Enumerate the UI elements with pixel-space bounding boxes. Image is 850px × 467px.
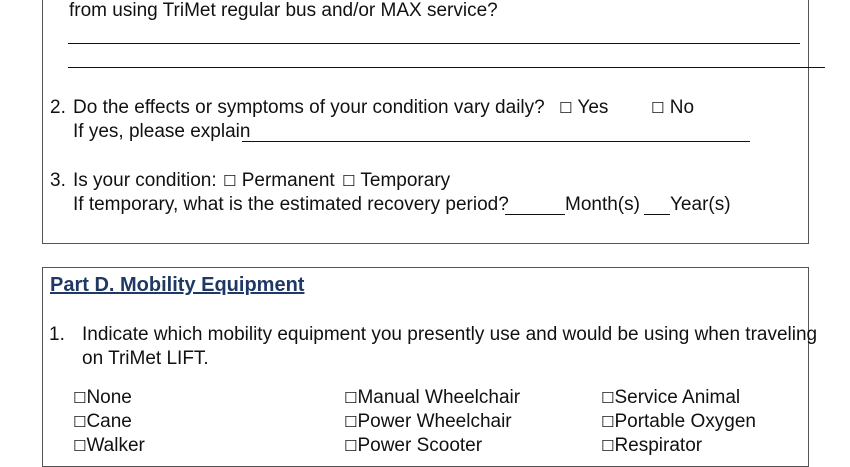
permanent-option[interactable] (223, 170, 335, 192)
none-checkbox-icon[interactable]: ☐ (73, 389, 87, 407)
temporary-label: Temporary (360, 170, 451, 191)
power-scooter-checkbox-icon[interactable]: ☐ (344, 437, 358, 455)
cane-label: Cane (86, 411, 132, 432)
years-answer-line[interactable] (644, 214, 670, 215)
part-d-question-1-line-2: on TriMet LIFT. (82, 348, 209, 369)
permanent-label: Permanent (241, 170, 335, 191)
question-1-continuation: from using TriMet regular bus and/or MAX service? (69, 0, 498, 21)
months-label: Month(s) (565, 194, 640, 215)
question-2-number: 2. (50, 97, 66, 118)
walker-label: Walker (86, 435, 145, 456)
explain-label: If yes, please explain (73, 121, 251, 142)
option-walker[interactable] (73, 435, 145, 457)
power-scooter-label: Power Scooter (357, 435, 483, 456)
question-3-text: Is your condition: (73, 170, 217, 191)
option-cane[interactable] (73, 411, 132, 433)
answer-line-2[interactable] (68, 67, 825, 68)
no-option[interactable] (651, 97, 694, 119)
power-wheelchair-checkbox-icon[interactable]: ☐ (344, 413, 358, 431)
question-3-number: 3. (50, 170, 66, 191)
service-animal-checkbox-icon[interactable]: ☐ (601, 389, 615, 407)
respirator-checkbox-icon[interactable]: ☐ (601, 437, 615, 455)
recovery-period-label: If temporary, what is the estimated recovery period? (73, 194, 509, 215)
option-power-wheelchair[interactable] (344, 411, 512, 433)
permanent-checkbox-icon[interactable]: ☐ (223, 172, 237, 190)
no-label: No (669, 97, 695, 118)
portable-oxygen-label: Portable Oxygen (614, 411, 756, 432)
option-respirator[interactable] (601, 435, 702, 457)
service-animal-label: Service Animal (614, 387, 741, 408)
option-none[interactable] (73, 387, 132, 409)
answer-line-1[interactable] (68, 43, 800, 44)
portable-oxygen-checkbox-icon[interactable]: ☐ (601, 413, 615, 431)
yes-checkbox-icon[interactable]: ☐ (559, 99, 573, 117)
walker-checkbox-icon[interactable]: ☐ (73, 437, 87, 455)
question-2-text: Do the effects or symptoms of your condition vary daily? (73, 97, 545, 118)
explain-answer-line[interactable] (242, 141, 750, 142)
temporary-option[interactable] (342, 170, 450, 192)
none-label: None (86, 387, 132, 408)
part-d-question-1-line-1: Indicate which mobility equipment you presently use and would be using when traveling (82, 324, 818, 345)
yes-option[interactable] (559, 97, 608, 119)
cane-checkbox-icon[interactable]: ☐ (73, 413, 87, 431)
temporary-checkbox-icon[interactable]: ☐ (342, 172, 356, 190)
respirator-label: Respirator (614, 435, 703, 456)
part-d-heading: Part D. Mobility Equipment (50, 274, 305, 296)
option-manual-wheelchair[interactable] (344, 387, 520, 409)
power-wheelchair-label: Power Wheelchair (357, 411, 512, 432)
years-label: Year(s) (670, 194, 731, 215)
option-power-scooter[interactable] (344, 435, 482, 457)
part-d-question-1-number: 1. (49, 324, 65, 345)
manual-wheelchair-checkbox-icon[interactable]: ☐ (344, 389, 358, 407)
yes-label: Yes (577, 97, 609, 118)
option-portable-oxygen[interactable] (601, 411, 756, 433)
no-checkbox-icon[interactable]: ☐ (651, 99, 665, 117)
manual-wheelchair-label: Manual Wheelchair (357, 387, 521, 408)
option-service-animal[interactable] (601, 387, 740, 409)
months-answer-line[interactable] (505, 214, 565, 215)
